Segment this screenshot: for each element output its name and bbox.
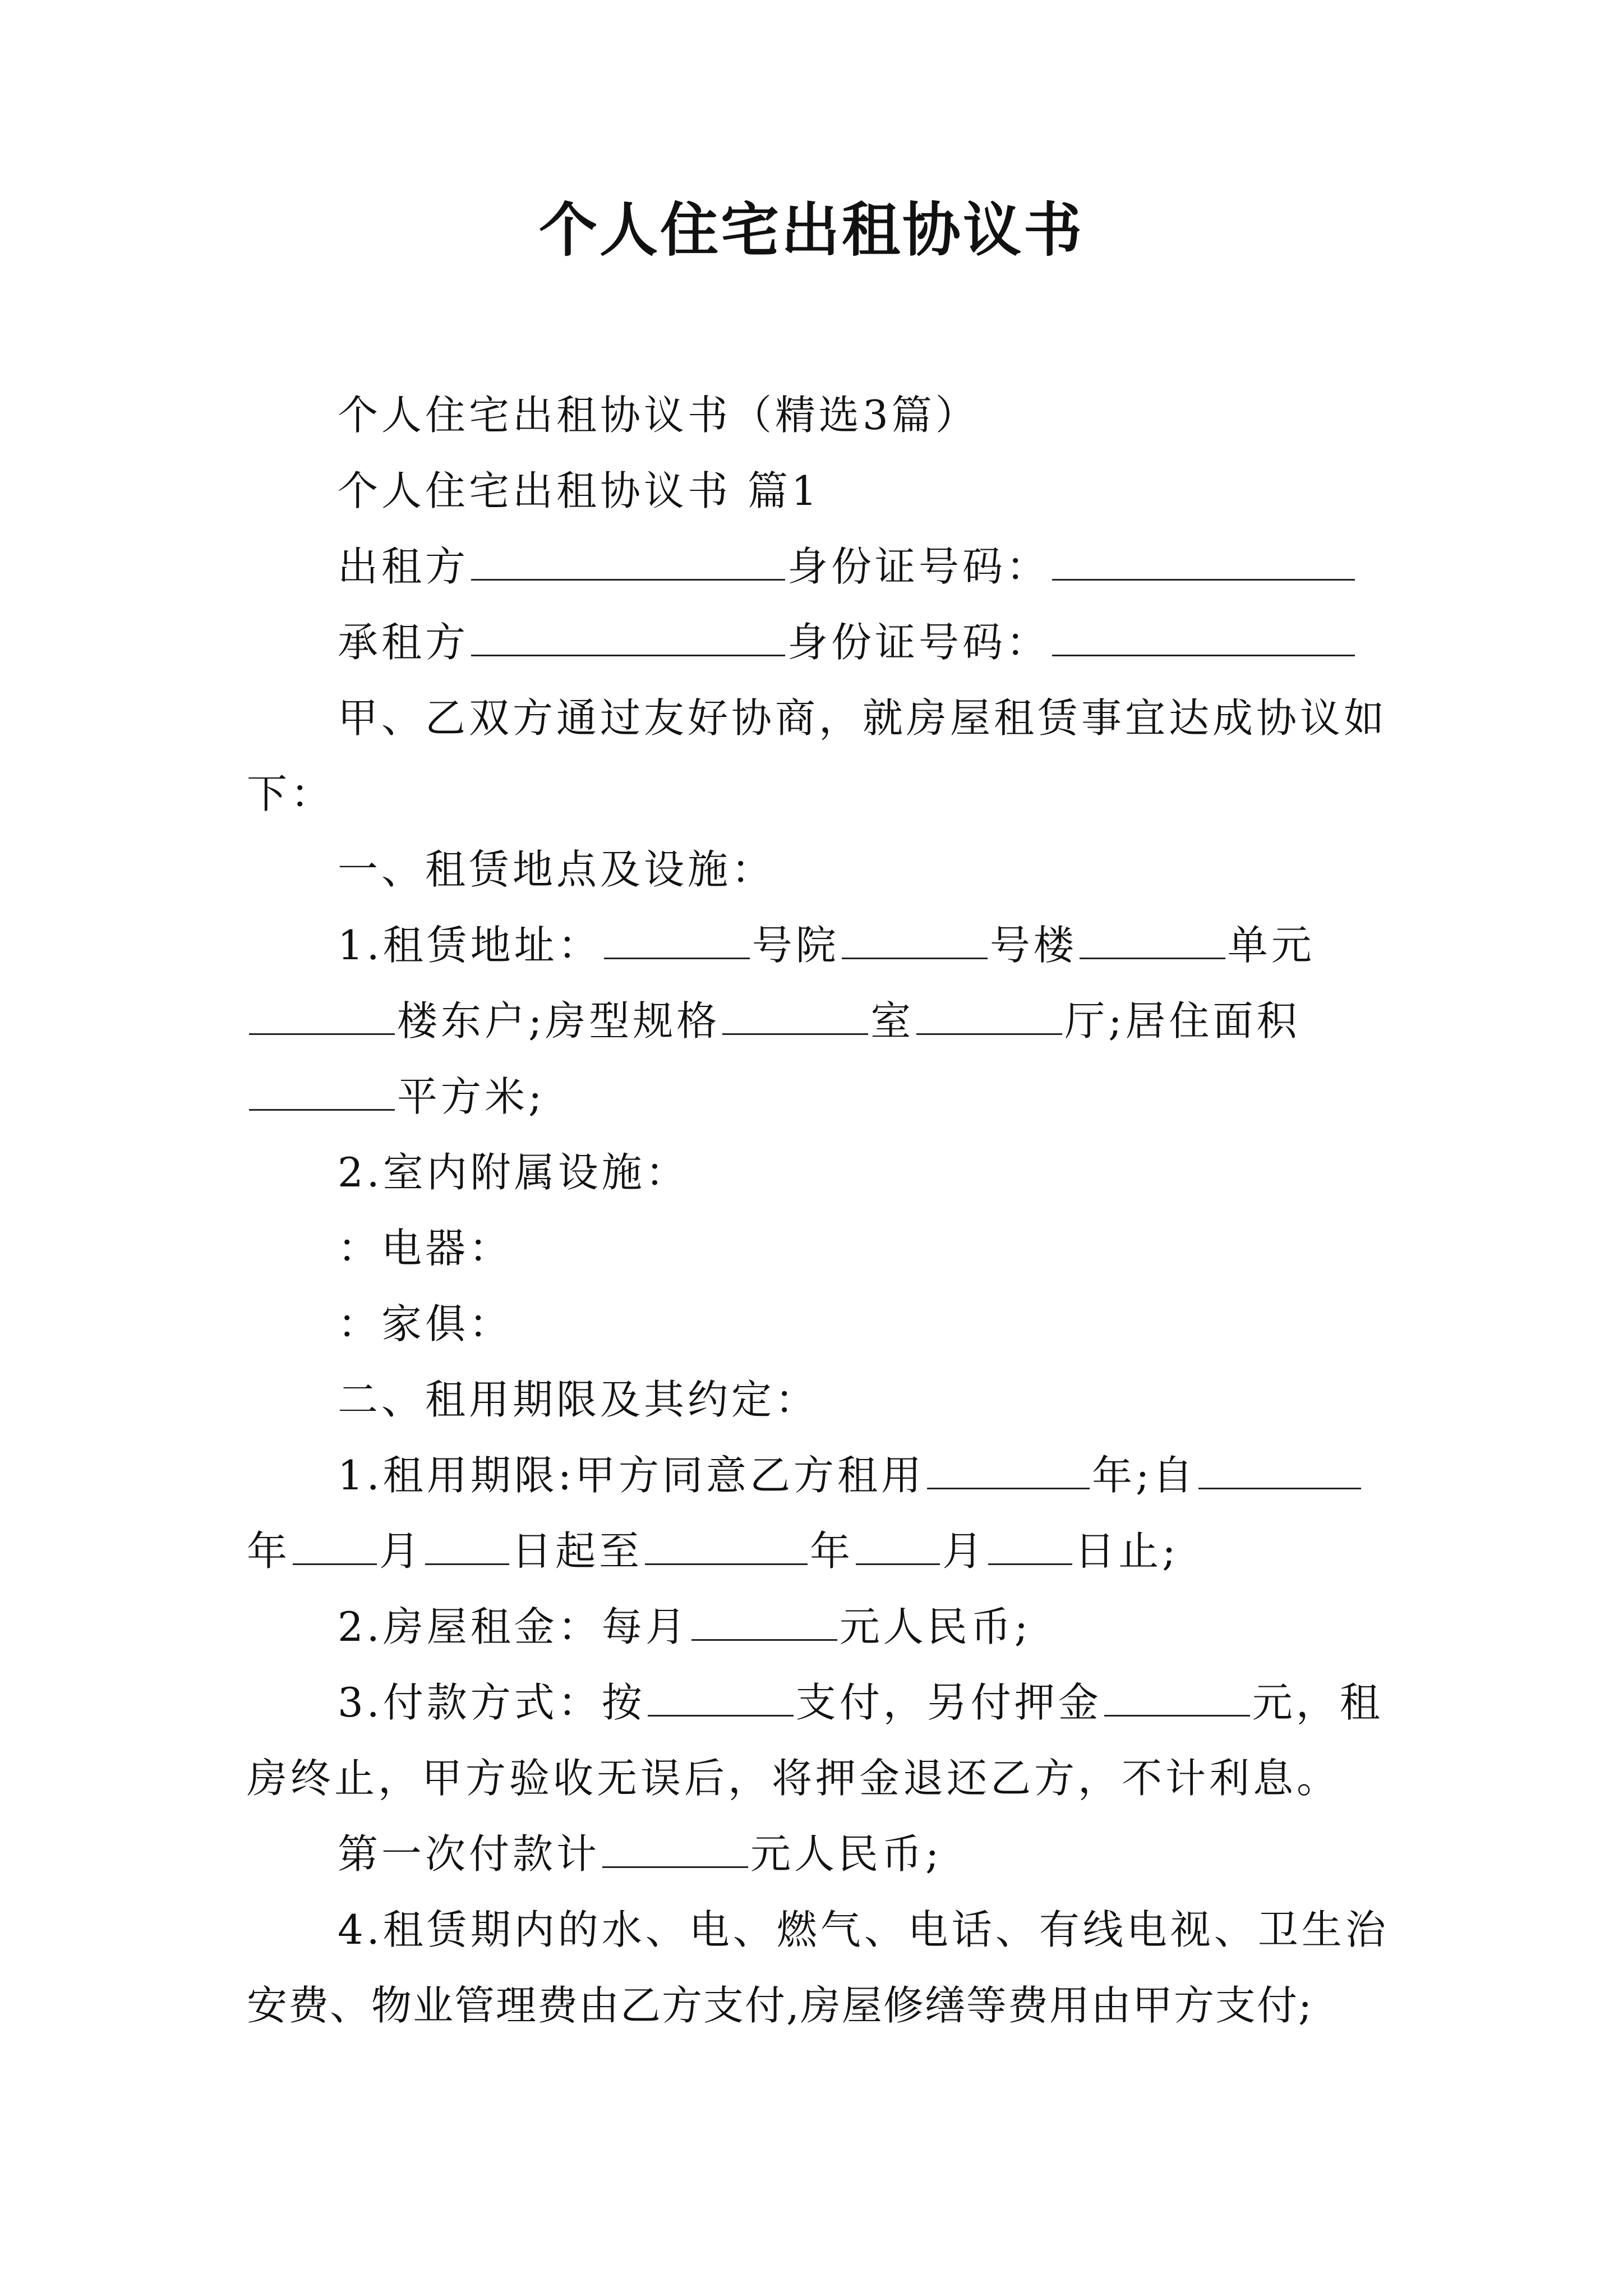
area-unit: 平方米; bbox=[397, 1073, 546, 1120]
area-line bbox=[247, 1069, 1385, 1125]
area-blank bbox=[249, 1075, 395, 1111]
term-label: 1.租用期限:甲方同意乙方租用 bbox=[338, 1452, 925, 1499]
date-range-line bbox=[247, 1523, 1385, 1579]
address-line bbox=[247, 917, 1476, 973]
subtitle-line bbox=[247, 387, 1476, 443]
term-line bbox=[247, 1447, 1476, 1503]
deposit-blank bbox=[1104, 1681, 1250, 1717]
clause-heading bbox=[247, 1372, 1476, 1428]
paragraph-text: 下： bbox=[247, 770, 335, 817]
paragraph-text: 房终止，甲方验收无误后，将押金退还乙方，不计利息。 bbox=[247, 1755, 1341, 1802]
paragraph-text: 安费、物业管理费由乙方支付,房屋修缮等费用由甲方支付; bbox=[247, 1982, 1313, 2029]
lessee-id-label: 身份证号码： bbox=[787, 619, 1050, 666]
furniture-line bbox=[247, 1296, 1476, 1352]
room-type-line bbox=[247, 993, 1385, 1049]
year-label: 年 bbox=[810, 1527, 854, 1575]
lessor-name-blank bbox=[471, 545, 785, 581]
start-year-blank bbox=[1198, 1454, 1361, 1489]
lessee-name-blank bbox=[471, 621, 785, 656]
month-label: 月 bbox=[379, 1527, 423, 1575]
area-label: 厅;居住面积 bbox=[1064, 997, 1301, 1045]
end-year-blank bbox=[645, 1530, 808, 1565]
floor-blank bbox=[249, 1000, 395, 1035]
lessee-line bbox=[247, 614, 1476, 670]
end-month-blank bbox=[856, 1530, 940, 1565]
payment-method-blank bbox=[648, 1681, 794, 1717]
year-label: 年 bbox=[247, 1527, 291, 1575]
rent-unit: 元人民币; bbox=[839, 1603, 1031, 1650]
until-label: 日起至 bbox=[511, 1527, 643, 1575]
building-blank bbox=[842, 924, 988, 959]
paragraph-text: 甲、乙双方通过友好协商，就房屋租赁事宜达成协议如 bbox=[338, 694, 1388, 742]
first-payment-label: 第一次付款计 bbox=[338, 1830, 601, 1878]
section-heading bbox=[247, 463, 1476, 519]
subtitle-text: 个人住宅出租协议书（精选3篇） bbox=[338, 392, 979, 439]
deposit-label: 支付，另付押金 bbox=[795, 1679, 1102, 1726]
appliances-text: ：电器： bbox=[338, 1225, 513, 1272]
unit-blank bbox=[1080, 924, 1225, 959]
unit-label: 单元 bbox=[1227, 922, 1315, 969]
building-label: 号楼 bbox=[989, 922, 1077, 969]
room-type-label: 楼东户;房型规格 bbox=[397, 997, 721, 1045]
clause-heading bbox=[247, 841, 1476, 898]
lessor-id-blank bbox=[1052, 545, 1355, 581]
rent-line bbox=[247, 1599, 1476, 1655]
paragraph-line bbox=[247, 1977, 1385, 2033]
clause-heading-text: 一、租赁地点及设施： bbox=[338, 846, 776, 893]
furniture-text: ：家俱： bbox=[338, 1300, 513, 1347]
payment-label: 3.付款方式：按 bbox=[338, 1679, 645, 1726]
end-day-blank bbox=[988, 1530, 1072, 1565]
end-label: 日止; bbox=[1075, 1527, 1179, 1575]
lessor-line bbox=[247, 539, 1476, 595]
lessee-label: 承租方 bbox=[338, 619, 469, 666]
first-payment-unit: 元人民币; bbox=[750, 1830, 943, 1878]
rooms-blank bbox=[722, 1000, 868, 1035]
page-title: 个人住宅出租协议书 bbox=[538, 195, 1084, 264]
halls-blank bbox=[916, 1000, 1062, 1035]
payment-line bbox=[247, 1674, 1476, 1731]
rent-blank bbox=[691, 1605, 837, 1641]
lessor-label: 出租方 bbox=[338, 543, 469, 590]
years-blank bbox=[927, 1454, 1090, 1489]
clause-heading-text: 二、租用期限及其约定： bbox=[338, 1376, 819, 1423]
rent-label: 2.房屋租金：每月 bbox=[338, 1603, 689, 1650]
month-label: 月 bbox=[942, 1527, 986, 1575]
first-payment-line bbox=[247, 1826, 1476, 1882]
paragraph-line bbox=[247, 1750, 1385, 1806]
paragraph-line bbox=[247, 690, 1476, 746]
paragraph-text: 4.租赁期内的水、电、燃气、电话、有线电视、卫生治 bbox=[338, 1906, 1389, 1953]
paragraph-line bbox=[247, 766, 1385, 822]
first-payment-blank bbox=[602, 1833, 748, 1868]
facilities-heading bbox=[247, 1144, 1476, 1200]
start-label: 年;自 bbox=[1091, 1452, 1197, 1499]
facilities-text: 2.室内附属设施： bbox=[338, 1149, 689, 1196]
appliances-line bbox=[247, 1220, 1476, 1276]
section-heading-text: 个人住宅出租协议书 篇1 bbox=[338, 467, 820, 514]
start-day-blank bbox=[425, 1530, 509, 1565]
address-label: 1.租赁地址： bbox=[338, 922, 602, 969]
paragraph-line bbox=[247, 1902, 1476, 1958]
deposit-unit: 元，租 bbox=[1252, 1679, 1384, 1726]
lessee-id-blank bbox=[1052, 621, 1355, 656]
courtyard-label: 号院 bbox=[751, 922, 840, 969]
rooms-label: 室 bbox=[870, 997, 915, 1045]
lessor-id-label: 身份证号码： bbox=[787, 543, 1050, 590]
courtyard-blank bbox=[604, 924, 750, 959]
start-month-blank bbox=[293, 1530, 377, 1565]
